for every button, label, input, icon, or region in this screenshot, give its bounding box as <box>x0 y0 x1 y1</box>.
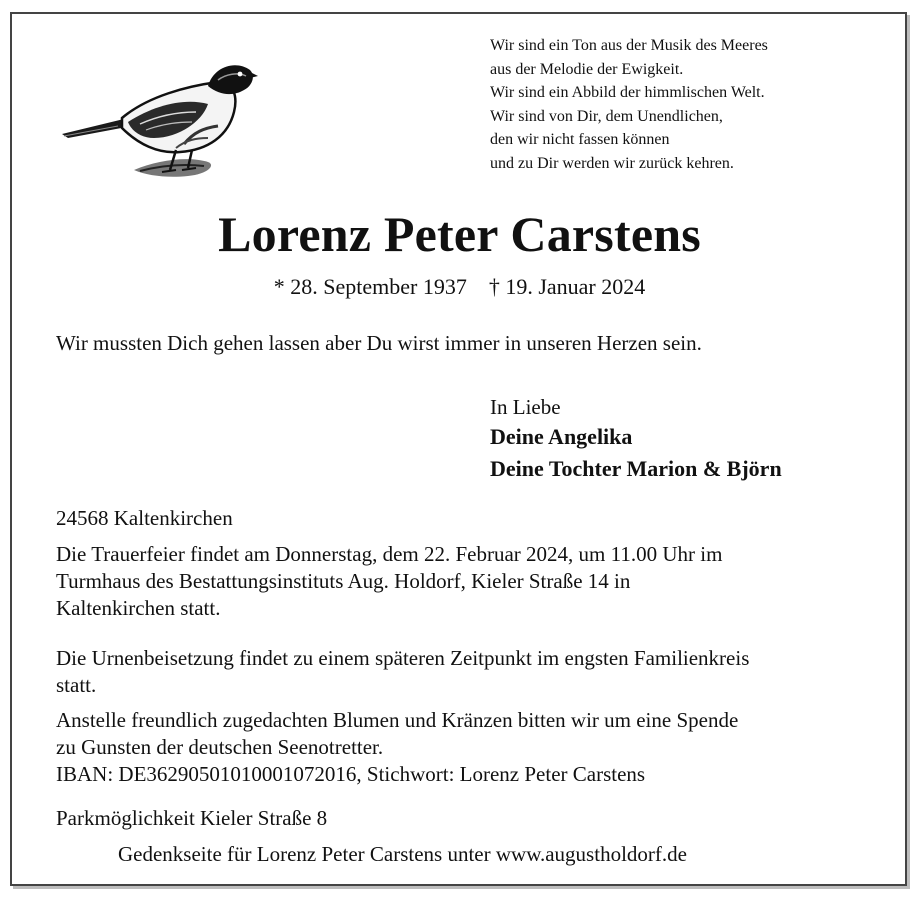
poem <box>490 34 768 175</box>
deceased-name: Lorenz Peter Carstens <box>218 206 701 262</box>
life-dates <box>0 274 919 300</box>
poem-line: den wir nicht fassen können <box>490 131 670 148</box>
place: 24568 Kaltenkirchen <box>56 506 233 530</box>
ceremony-line: Turmhaus des Bestattungsinstituts Aug. Holdorf, Kieler Straße 14 in <box>56 569 631 593</box>
bird-illustration-icon <box>58 52 258 182</box>
tagline: Wir mussten Dich gehen lassen aber Du wirst immer in unseren Herzen sein. <box>56 331 702 355</box>
signoff-name-2: Deine Tochter Marion & Björn <box>490 456 782 481</box>
death-date: † 19. Januar 2024 <box>488 274 646 299</box>
donation-info <box>56 707 738 788</box>
ceremony-line: Die Trauerfeier findet am Donnerstag, dem 22. Februar 2024, um 11.00 Uhr im <box>56 542 723 566</box>
poem-line: Wir sind ein Abbild der himmlischen Welt. <box>490 84 765 101</box>
urn-line: Die Urnenbeisetzung findet zu einem späteren Zeitpunkt im engsten Familienkreis <box>56 646 750 670</box>
signoff-intro: In Liebe <box>490 395 561 419</box>
donation-line: IBAN: DE36290501010001072016, Stichwort: Lorenz Peter Carstens <box>56 762 646 786</box>
signoff-name-1: Deine Angelika <box>490 424 633 449</box>
donation-line: zu Gunsten der deutschen Seenotretter. <box>56 735 384 759</box>
poem-line: Wir sind ein Ton aus der Musik des Meeres <box>490 37 768 54</box>
donation-line: Anstelle freundlich zugedachten Blumen und Kränzen bitten wir um eine Spende <box>56 708 739 732</box>
parking-info: Parkmöglichkeit Kieler Straße 8 <box>56 806 328 830</box>
memorial-page-info: Gedenkseite für Lorenz Peter Carstens unter www.augustholdorf.de <box>118 842 687 866</box>
poem-line: aus der Melodie der Ewigkeit. <box>490 60 684 78</box>
urn-info <box>56 645 749 699</box>
birth-date: * 28. September 1937 <box>273 274 467 299</box>
urn-line: statt. <box>56 673 97 697</box>
ceremony-line: Kaltenkirchen statt. <box>56 596 221 620</box>
ceremony-info <box>56 541 722 622</box>
poem-line: Wir sind von Dir, dem Unendlichen, <box>490 107 723 125</box>
poem-line: und zu Dir werden wir zurück kehren. <box>490 154 734 172</box>
